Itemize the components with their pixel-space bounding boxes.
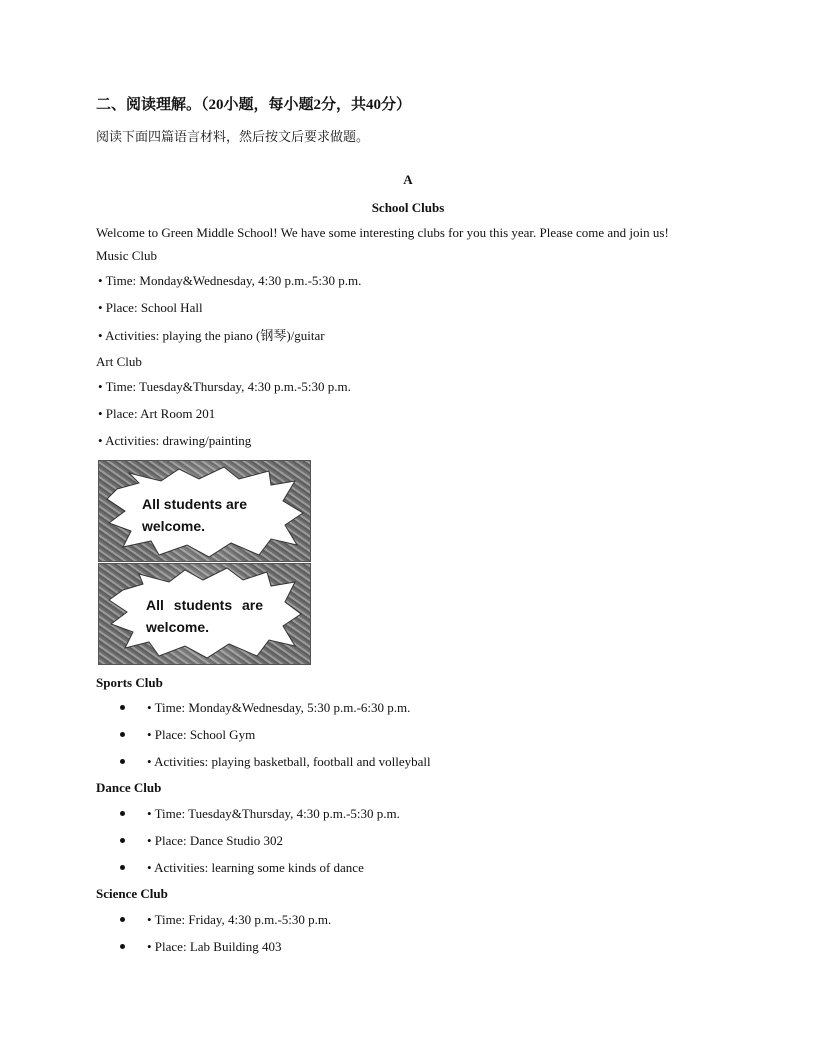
dance-club-time: • Time: Tuesday&Thursday, 4:30 p.m.-5:30 p.m.: [147, 806, 400, 821]
music-club-place: • Place: School Hall: [98, 300, 203, 315]
science-club-place: • Place: Lab Building 403: [147, 939, 282, 954]
music-club-activities: • Activities: playing the piano (钢琴)/guitar: [98, 328, 325, 343]
music-club-time: • Time: Monday&Wednesday, 4:30 p.m.-5:30 p.m.: [98, 273, 362, 288]
welcome-image-2: [98, 563, 311, 665]
welcome-text-line1: All students are: [146, 597, 264, 613]
list-bullet: [120, 838, 125, 843]
instruction-text: 阅读下面四篇语言材料，然后按文后要求做题。: [96, 129, 370, 144]
list-bullet: [120, 865, 125, 870]
list-bullet: [120, 759, 125, 764]
sports-club-activities: • Activities: playing basketball, football and volleyball: [147, 754, 431, 769]
list-bullet: [120, 705, 125, 710]
art-club-heading: Art Club: [96, 354, 142, 369]
list-bullet: [120, 811, 125, 816]
section-title: 二、阅读理解。（20小题，每小题2分，共40分）: [96, 97, 412, 113]
dance-club-activities: • Activities: learning some kinds of dance: [147, 860, 364, 875]
welcome-text-line2: welcome.: [146, 619, 210, 635]
art-club-place: • Place: Art Room 201: [98, 406, 216, 421]
art-club-activities: • Activities: drawing/painting: [98, 433, 252, 448]
passage-letter: A: [403, 172, 413, 187]
sports-club-time: • Time: Monday&Wednesday, 5:30 p.m.-6:30 p.m.: [147, 700, 411, 715]
music-club-heading: Music Club: [96, 248, 158, 263]
list-bullet: [120, 917, 125, 922]
list-bullet: [120, 944, 125, 949]
dance-club-place: • Place: Dance Studio 302: [147, 833, 283, 848]
welcome-text-line2: welcome.: [142, 518, 206, 534]
sports-club-heading: Sports Club: [96, 675, 163, 690]
dance-club-heading: Dance Club: [96, 780, 162, 795]
art-club-time: • Time: Tuesday&Thursday, 4:30 p.m.-5:30 p.m.: [98, 379, 351, 394]
sports-club-place: • Place: School Gym: [147, 727, 256, 742]
list-bullet: [120, 732, 125, 737]
science-club-time: • Time: Friday, 4:30 p.m.-5:30 p.m.: [147, 912, 332, 927]
passage-title: School Clubs: [371, 200, 445, 215]
welcome-image-1: [98, 460, 311, 562]
welcome-text-line1: All students are: [142, 496, 248, 512]
passage-intro: Welcome to Green Middle School! We have some interesting clubs for you this year. Please come and join us!: [96, 225, 669, 240]
science-club-heading: Science Club: [96, 886, 168, 901]
